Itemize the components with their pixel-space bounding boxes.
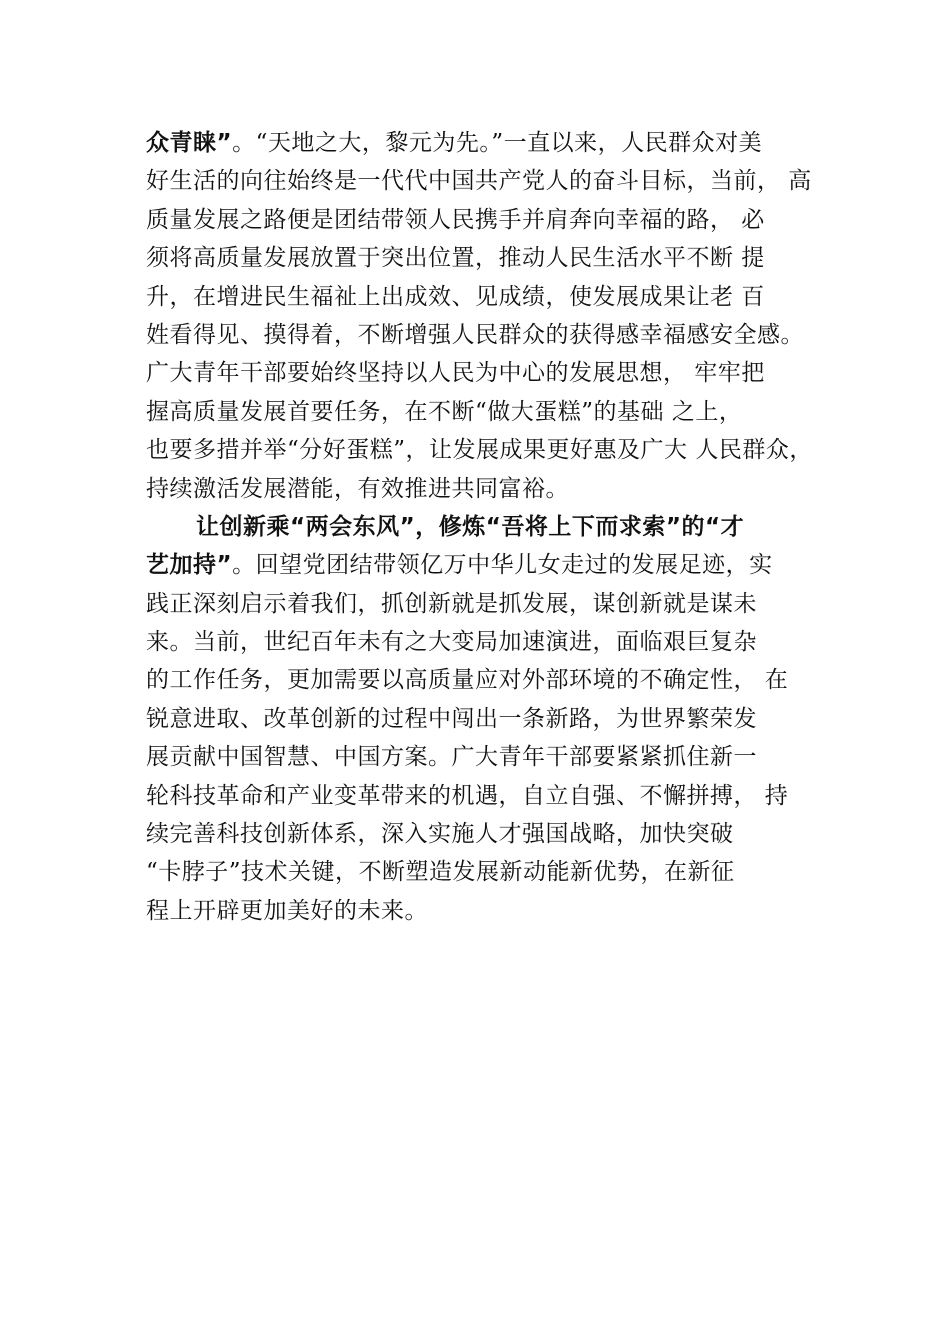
- text-line: [146, 700, 846, 738]
- text-line: [146, 853, 846, 891]
- line-text: 姓看得见、摸得着，不断增强人民群众的获得感幸福感安全感。: [146, 321, 804, 348]
- text-line: [146, 278, 846, 316]
- line-text: 。“天地之大，黎元为先。”一直以来，人民群众对美: [232, 130, 763, 156]
- line-text: 好生活的向往始终是一代代中国共产党人的奋斗目标，当前， 高: [146, 168, 812, 195]
- line-text: 程上开辟更加美好的未来。: [146, 897, 428, 924]
- document-body: [146, 124, 846, 930]
- line-text: 升，在增进民生福祉上出成效、见成绩，使发展成果让老 百: [146, 283, 765, 310]
- text-line: [146, 892, 846, 930]
- text-line: [146, 623, 846, 661]
- text-line: [146, 738, 846, 776]
- line-text: 。回望党团结带领亿万中华儿女走过的发展足迹，实: [232, 552, 773, 579]
- line-text: 轮科技革命和产业变革带来的机遇，自立自强、不懈拼搏， 持: [146, 782, 789, 809]
- text-line: [146, 661, 846, 699]
- paragraph-people-centered: [146, 124, 846, 508]
- line-text: 须将高质量发展放置于突出位置，推动人民生活水平不断 提: [146, 245, 765, 272]
- text-line: [146, 585, 846, 623]
- text-line: [146, 239, 846, 277]
- line-text: 也要多措并举“分好蛋糕”，让发展成果更好惠及广大 人民群众，: [146, 437, 813, 464]
- line-text: 握高质量发展首要任务，在不断“做大蛋糕”的基础 之上，: [146, 398, 743, 425]
- text-line: [146, 124, 846, 162]
- bold-heading: 让创新乘“两会东风”，修炼“吾将上下而求索”的“才: [196, 513, 745, 540]
- text-line: [146, 201, 846, 239]
- text-line: [146, 815, 846, 853]
- text-line: [146, 393, 846, 431]
- line-text: 展贡献中国智慧、中国方案。广大青年干部要紧紧抓住新一: [146, 744, 757, 771]
- text-line: [146, 162, 846, 200]
- line-text: 广大青年干部要始终坚持以人民为中心的发展思想， 牢牢把: [146, 360, 765, 387]
- bold-phrase: 众青睐”: [146, 130, 233, 156]
- line-text: 锐意进取、改革创新的过程中闯出一条新路，为世界繁荣发: [146, 705, 757, 732]
- line-text: 持续激活发展潜能，有效推进共同富裕。: [146, 475, 569, 502]
- line-text: 来。当前，世纪百年未有之大变局加速演进，面临艰巨复杂: [146, 629, 757, 656]
- line-text: 质量发展之路便是团结带领人民携手并肩奔向幸福的路， 必: [146, 206, 765, 233]
- text-line: [146, 470, 846, 508]
- line-text: “卡脖子”技术关键，不断塑造发展新动能新优势，在新征: [146, 859, 735, 886]
- line-text: 践正深刻启示着我们，抓创新就是抓发展，谋创新就是谋未: [146, 590, 757, 617]
- text-line: [146, 354, 846, 392]
- paragraph-innovation: [146, 508, 846, 930]
- line-text: 续完善科技创新体系，深入实施人才强国战略，加快突破: [146, 821, 734, 848]
- text-line: [146, 316, 846, 354]
- text-line: [146, 431, 846, 469]
- text-line: [146, 546, 846, 584]
- section-heading-line: [146, 508, 846, 546]
- line-text: 的工作任务，更加需要以高质量应对外部环境的不确定性， 在: [146, 667, 789, 694]
- text-line: [146, 777, 846, 815]
- bold-phrase: 艺加持”: [146, 552, 233, 579]
